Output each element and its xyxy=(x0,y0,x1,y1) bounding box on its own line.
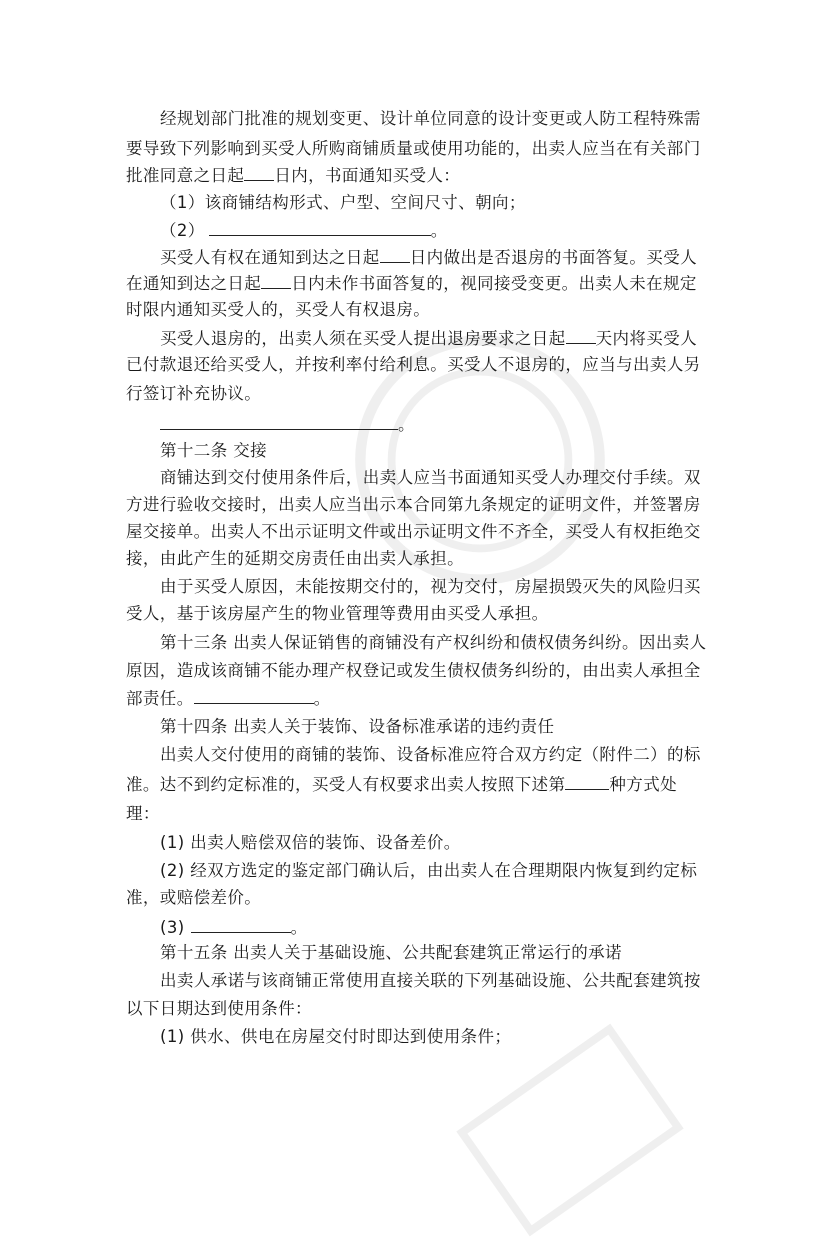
watermark-logo-2 xyxy=(448,1015,692,1244)
p1-line3 xyxy=(126,164,460,187)
days-blank-1 xyxy=(244,164,274,181)
item-2 xyxy=(160,219,448,242)
method-blank xyxy=(565,773,609,790)
a14-option-2: (2) 经双方选定的鉴定部门确认后，由出卖人在合理期限内恢复到约定标 xyxy=(160,861,698,880)
a13-line3-end: 。 xyxy=(313,689,331,708)
a12-line3: 屋交接单。出卖人不出示证明文件或出示证明文件不齐全，买受人有权拒绝交 xyxy=(126,522,701,541)
a12-line4: 接，由此产生的延期交房责任由出卖人承担。 xyxy=(126,549,464,568)
a14-line2-end: 种方式处 xyxy=(609,775,678,794)
blank-line-end: 。 xyxy=(398,415,415,434)
p3-line1-end: 天内将买受人 xyxy=(595,329,698,348)
a14-option-3-label: (3) xyxy=(160,918,185,937)
a14-option-3-blank xyxy=(191,916,291,933)
p2-line2-start: 在通知到达之日起 xyxy=(126,274,262,293)
a14-option-1: (1) 出卖人赔偿双倍的装饰、设备差价。 xyxy=(160,833,461,852)
a14-line2-start: 准。达不到约定标准的，买受人有权要求出卖人按照下述第 xyxy=(126,775,566,794)
a13-line1: 第十三条 出卖人保证销售的商铺没有产权纠纷和债权债务纠纷。因出卖人 xyxy=(160,633,707,652)
p3-line3: 行签订补充协议。 xyxy=(126,384,262,403)
p1-line2: 要导致下列影响到买受人所购商铺质量或使用功能的，出卖人应当在有关部门 xyxy=(126,139,701,158)
a15-option-1: (1) 供水、供电在房屋交付时即达到使用条件； xyxy=(160,1027,512,1046)
a14-option-3-end: 。 xyxy=(290,918,308,937)
a14-option-3 xyxy=(160,916,307,939)
a14-line1: 出卖人交付使用的商铺的装饰、设备标准应符合双方约定（附件二）的标 xyxy=(160,745,701,764)
a12-line5: 由于买受人原因，未能按期交付的，视为交付，房屋损毁灭失的风险归买 xyxy=(160,577,701,596)
article-12-title: 第十二条 交接 xyxy=(160,441,268,460)
p2-line2 xyxy=(126,272,697,295)
item-2-end: 。 xyxy=(430,221,448,240)
p2-line1 xyxy=(160,246,697,269)
a12-line1: 商铺达到交付使用条件后，出卖人应当书面通知买受人办理交付手续。双 xyxy=(160,468,701,487)
p3-line2: 已付款退还给买受人，并按利率付给利息。买受人不退房的，应当与出卖人另 xyxy=(126,355,701,374)
a13-blank xyxy=(194,687,314,704)
p2-line2-end: 日内未作书面答复的，视同接受变更。出卖人未在规定 xyxy=(291,274,697,293)
a12-line2: 方进行验收交接时，出卖人应当出示本合同第九条规定的证明文件，并签署房 xyxy=(126,495,701,514)
item-2-blank xyxy=(209,219,431,236)
p1-line3-start: 批准同意之日起 xyxy=(126,166,245,185)
p3-line1 xyxy=(160,327,697,350)
days-blank-3 xyxy=(261,272,291,289)
a12-line6: 受人，基于该房屋产生的物业管理等费用由买受人承担。 xyxy=(126,604,549,623)
p3-line1-start: 买受人退房的，出卖人须在买受人提出退房要求之日起 xyxy=(160,329,566,348)
blank-line xyxy=(160,413,415,436)
p1-line3-end: 日内，书面通知买受人： xyxy=(274,166,461,185)
blank-line-field xyxy=(160,413,398,430)
a13-line3-start: 部责任。 xyxy=(126,689,194,708)
a14-line2 xyxy=(126,773,677,796)
p1-line1: 经规划部门批准的规划变更、设计单位同意的设计变更或人防工程特殊需 xyxy=(160,109,701,128)
p2-line1-start: 买受人有权在通知到达之日起 xyxy=(160,248,380,267)
p2-line1-end: 日内做出是否退房的书面答复。买受人 xyxy=(409,248,698,267)
days-blank-2 xyxy=(380,246,410,263)
a13-line3 xyxy=(126,687,331,710)
a14-line3: 理： xyxy=(126,804,160,823)
a14-option-2-cont: 准，或赔偿差价。 xyxy=(126,888,262,907)
a15-line1: 出卖人承诺与该商铺正常使用直接关联的下列基础设施、公共配套建筑按 xyxy=(160,971,701,990)
p2-line3: 时限内通知买受人的，买受人有权退房。 xyxy=(126,300,431,319)
item-2-label: （2） xyxy=(160,221,205,240)
item-1: （1）该商铺结构形式、户型、空间尺寸、朝向； xyxy=(160,193,526,212)
a13-line2: 原因，造成该商铺不能办理产权登记或发生债权债务纠纷的，由出卖人承担全 xyxy=(126,661,701,680)
days-blank-4 xyxy=(566,327,596,344)
a15-line2: 以下日期达到使用条件： xyxy=(126,999,312,1018)
article-14-title: 第十四条 出卖人关于装饰、设备标准承诺的违约责任 xyxy=(160,717,555,736)
article-15-title: 第十五条 出卖人关于基础设施、公共配套建筑正常运行的承诺 xyxy=(160,943,622,962)
